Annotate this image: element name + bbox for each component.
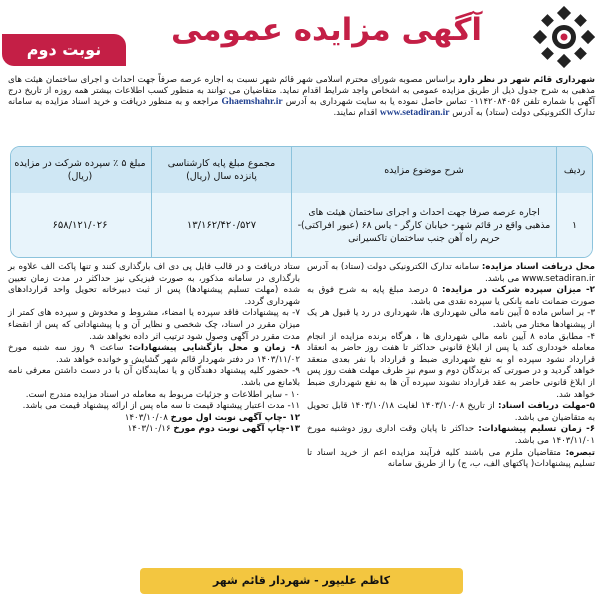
list-item: ستاد دریافت و در قالب فایل پی دی اف بارگذاری کنند و تنها پاکت الف علاوه بر بارگذاری در سامانه مذکور، به صورت فیزیکی نیز حداکثر در مدت زمان تعیین شده (مهلت تسلیم پیشنهادها) پس از ثبت دبیرخانه تحویل واحد قراردادهای شهرداری گردد. xyxy=(8,262,300,307)
list-item: ۸- زمان و محل بازگشایی پیشنهادات: ساعت ۹ روز سه شنبه مورخ ۱۴۰۳/۱۱/۰۲ در دفتر شهردار قائم شهر گشایش و خوانده خواهد شد. xyxy=(8,343,300,365)
row-base-price: ۱۳/۱۶۲/۴۲۰/۵۲۷ xyxy=(151,193,291,257)
intro-lead: شهرداری قائم شهر در نظر دارد xyxy=(458,75,595,85)
row-number: ۱ xyxy=(556,193,592,257)
list-item: ۲- میزان سپرده شرکت در مزایده: ۵ درصد مبلغ پایه به شرح فوق به صورت ضمانت نامه بانکی یا سپرده نقدی می باشد. xyxy=(307,285,595,307)
header-base-price: مجموع مبلغ پایه کارشناسی پانزده سال (ریال) xyxy=(151,147,291,193)
round-badge: نوبت دوم xyxy=(2,34,126,66)
intro-paragraph xyxy=(8,75,595,141)
setad-link[interactable]: www.setadiran.ir xyxy=(379,108,450,118)
header xyxy=(0,0,603,72)
intro-text-2: مراجعه و به منظور دریافت و خرید اسناد مزایده به سامانه تدارک الکترونیکی دولت (ستاد) به آدرس xyxy=(8,97,595,118)
list-item: ۴- مطابق ماده ۸ آیین نامه مالی شهرداری ها ، هرگاه برنده مزایده از انجام معامله خودداری کند یا پس از ابلاغ قانونی حداکثر تا هفت روز حاضر به انعقاد قرارداد نشود سپرده او به نفع شهرداری ضبط و قرارداد با نفر بعدی منعقد خواهد گردید و در صورتی که برندگان دوم و سوم نیز ظرف مهلت هفت روز پس از ابلاغ قانونی حاضر به عقد قرارداد نشوند سپرده آن ها به نفع شهرداری ضبط خواهد شد. xyxy=(307,331,595,400)
header-row-number: ردیف xyxy=(556,147,592,193)
website-link[interactable]: Ghaemshahr.ir xyxy=(221,97,283,107)
table-row xyxy=(11,193,592,257)
intro-text: براساس مصوبه شورای محترم اسلامی شهر قائم شهر نسبت به اجاره عرصه صرفاً جهت احداث و اجرای ساختمان هیئت های مذهبی به شرح جدول ذیل از طریق مزایده عمومی به اشخاص واجد شرایط اقدام نماید. متقاضیان می توانند به منظور کسب اطلاعات بیشتر همه روزه از تاریخ درج آگهی با شماره تلفن ۰۱۱۴۲۰۸۴۰۵۶ تماس حاصل نموده یا به سایت شهرداری به آدرس xyxy=(8,75,596,107)
list-item: ۱۲ -چاپ آگهی نوبت اول مورخ ۱۴۰۳/۱۰/۰۸ xyxy=(124,412,300,423)
list-item: ۷- به پیشنهادات فاقد سپرده یا امضاء، مشروط و مخدوش و سپرده های کمتر از میزان مقرر در اسناد، چک شخصی و نظایر آن و یا پیشنهاداتی که پس از انقضاء مدت مقرر در آگهی وصول شود ترتیب اثر داده نخواهد شد. xyxy=(8,308,300,342)
signature-banner: کاظم علیپور - شهردار قائم شهر xyxy=(140,568,463,594)
page-title: آگهی مزایده عمومی xyxy=(171,12,482,48)
table-header xyxy=(11,147,592,193)
list-item: ۵-مهلت دریافت اسناد: از تاریخ ۱۴۰۳/۱۰/۰۸ لغایت ۱۴۰۳/۱۰/۱۸ قابل تحویل به متقاضیان می باشد. xyxy=(307,401,595,423)
row-deposit: ۶۵۸/۱۲۱/۰۲۶ xyxy=(52,219,108,231)
header-subject: شرح موضوع مزایده xyxy=(291,147,556,193)
list-item: ۶- زمان تسلیم پیشنهادات: حداکثر تا پایان وقت اداری روز دوشنبه مورخ ۱۴۰۳/۱۱/۰۱ می باشد. xyxy=(307,424,596,446)
list-item: ۱۱- مدت اعتبار پیشنهاد قیمت تا سه ماه پس از ارائه پیشنهاد قیمت می باشد. xyxy=(22,401,300,412)
list-item: محل دریافت اسناد مزایده: سامانه تدارک الکترونیکی دولت (ستاد) به آدرس www.setadiran.ir می باشد. xyxy=(307,262,595,284)
list-item: ۳- بر اساس ماده ۵ آیین نامه مالی شهرداری ها، شهرداری در رد یا قبول هر یک از پیشنهادها مختار می باشد. xyxy=(307,308,595,330)
list-item: ۱۰ - سایر اطلاعات و جزئیات مربوط به معامله در اسناد مزایده مندرج است. xyxy=(25,389,300,400)
header-deposit: مبلغ ۵ ٪ سپرده شرکت در مزایده (ریال) xyxy=(14,158,146,182)
body-column-left xyxy=(8,262,300,562)
list-item: ۱۳-چاپ آگهی نوبت دوم مورخ ۱۴۰۳/۱۰/۱۶ xyxy=(127,424,300,435)
body-column-right xyxy=(307,262,595,562)
list-item: تبصره: متقاضیان ملزم می باشند کلیه فرآیند مزایده اعم از خرید اسناد تا تسلیم پیشنهادات( پاکتهای الف، ب، ج) را از طریق سامانه xyxy=(307,447,595,470)
municipality-logo-icon xyxy=(533,6,595,68)
list-item: ۹- حضور کلیه پیشنهاد دهندگان و یا نمایندگان آن با در دست داشتن معرفی نامه بلامانع می باشد. xyxy=(8,366,300,388)
intro-text-3: اقدام نمایند. xyxy=(333,108,380,118)
row-subject: اجاره عرصه صرفا جهت احداث و اجرای ساختمان هیئت های مذهبی واقع در قائم شهر- خیابان کارگر - یاس ۶۸ (عبور افراکتی)-حریم راه آهن جنب ساختمان تاکسیرانی xyxy=(291,193,556,257)
auction-table xyxy=(10,146,593,258)
